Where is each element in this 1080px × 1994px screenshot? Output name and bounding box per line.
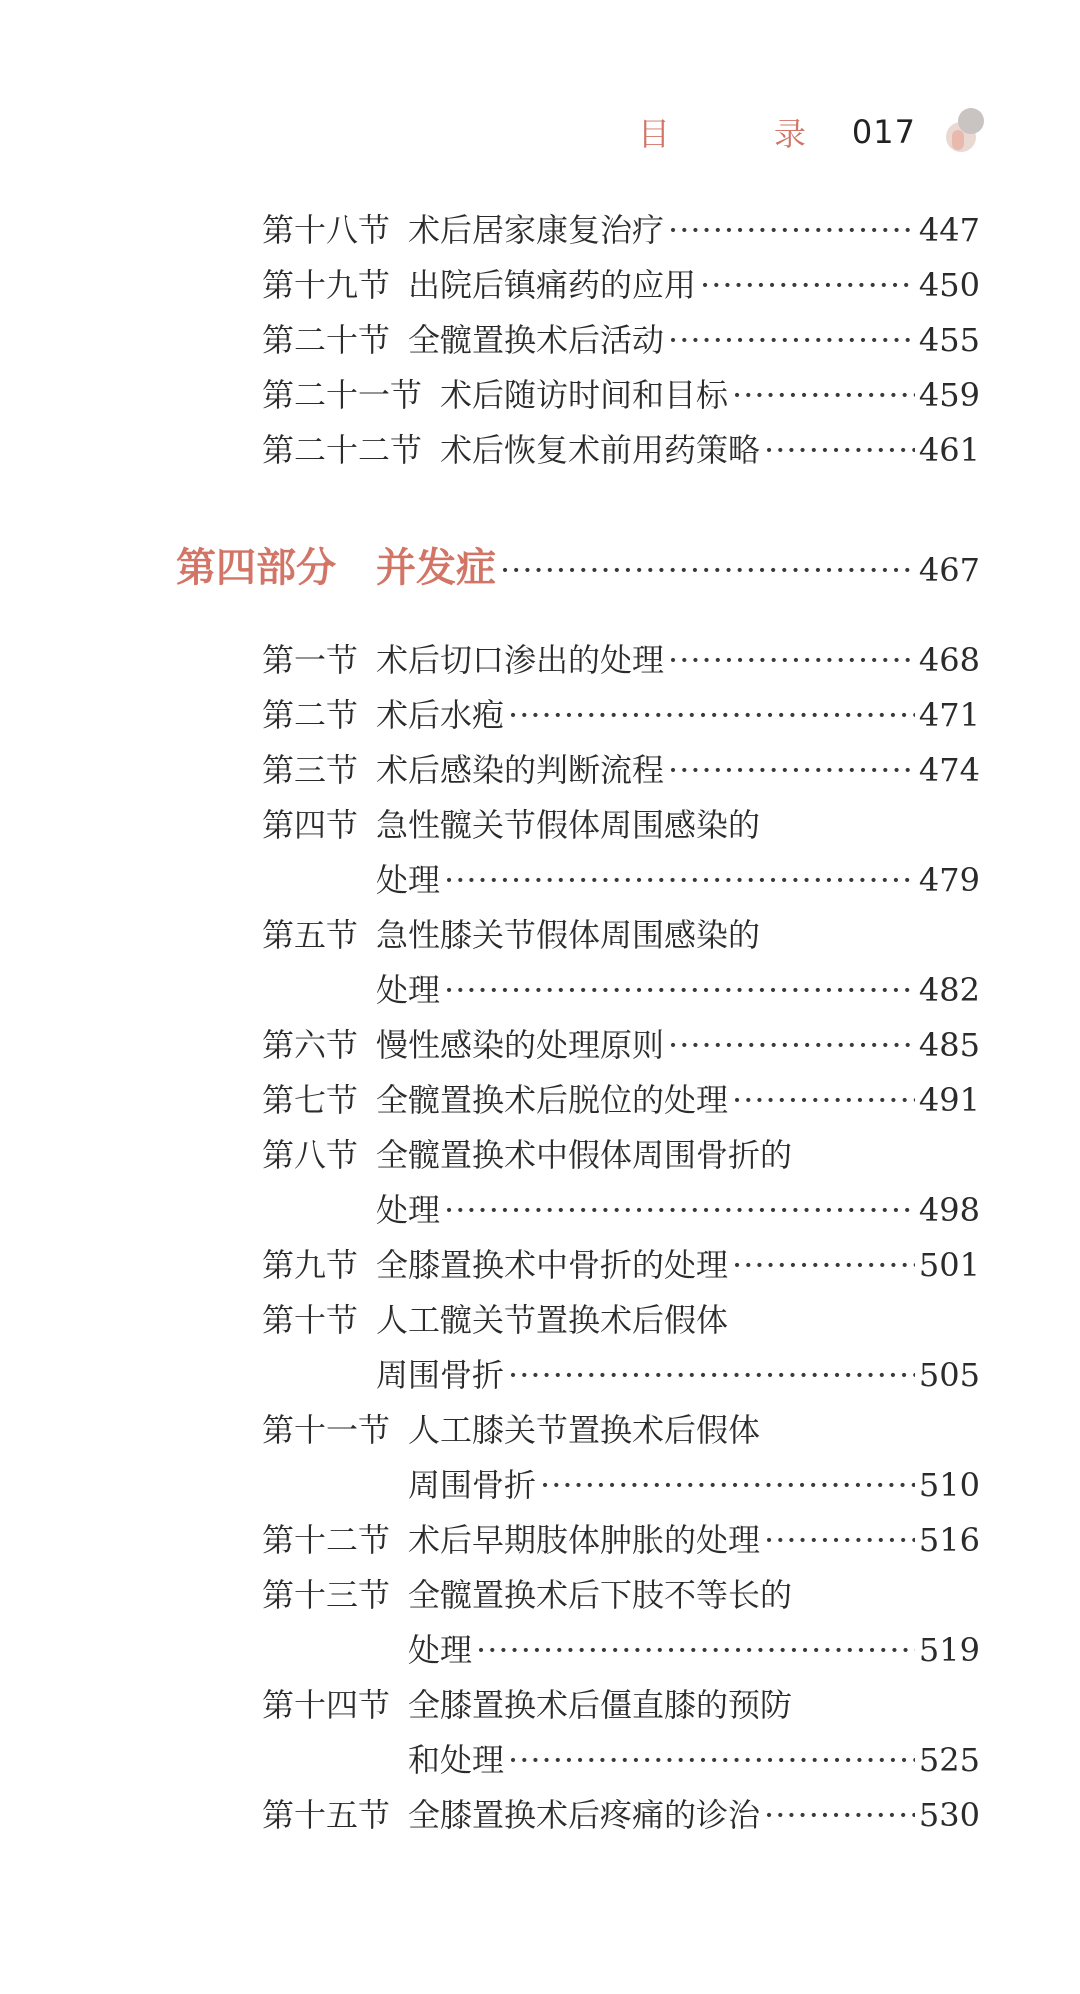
- dot-leader: [444, 1190, 915, 1230]
- entry-label: 第十四节: [262, 1686, 391, 1724]
- dot-leader: [668, 750, 915, 790]
- entry-label: 第十二节: [262, 1521, 391, 1559]
- entry-label: 第十八节: [262, 211, 391, 249]
- entry-title: 术后早期肢体肿胀的处理: [408, 1521, 761, 1559]
- dot-leader: [540, 1465, 915, 1505]
- page-number: 017: [851, 113, 916, 151]
- toc-entry[interactable]: [262, 265, 980, 305]
- entry-page: 505: [918, 1356, 980, 1394]
- entry-label: 第一节: [262, 641, 359, 679]
- entry-page: 501: [918, 1246, 980, 1284]
- entry-title: 全髋置换术后脱位的处理: [376, 1081, 729, 1119]
- entry-title: 全髋置换术后活动: [408, 321, 665, 359]
- toc-entry[interactable]: [262, 1575, 980, 1670]
- entry-label: 第六节: [262, 1026, 359, 1064]
- entry-page: 510: [918, 1466, 980, 1504]
- entry-page: 450: [918, 266, 980, 304]
- toc-entry[interactable]: [262, 640, 980, 680]
- entry-page: 498: [918, 1191, 980, 1229]
- toc-entry[interactable]: [262, 375, 980, 415]
- entry-label: 第四节: [262, 806, 359, 844]
- entry-page: 447: [918, 211, 980, 249]
- entry-label: 第二十节: [262, 321, 391, 359]
- entry-label: 第十节: [262, 1301, 359, 1339]
- dot-leader: [444, 860, 915, 900]
- entry-page: 474: [918, 751, 980, 789]
- entry-title-cont: 周围骨折: [376, 1356, 505, 1394]
- dot-leader: [732, 1080, 915, 1120]
- entry-page: 519: [918, 1631, 980, 1669]
- toc-entry[interactable]: [262, 1685, 980, 1780]
- toc-entry[interactable]: [262, 750, 980, 790]
- entry-page: 461: [918, 431, 980, 469]
- dot-leader: [508, 1740, 915, 1780]
- dot-leader: [668, 640, 915, 680]
- entry-label: 第二节: [262, 696, 359, 734]
- toc-entry[interactable]: [262, 1245, 980, 1285]
- dot-leader: [508, 1355, 915, 1395]
- entry-label: 第十三节: [262, 1576, 391, 1614]
- part-title: 并发症: [376, 545, 496, 591]
- entry-page: 471: [918, 696, 980, 734]
- entry-page: 482: [918, 971, 980, 1009]
- toc-entry[interactable]: [262, 1410, 980, 1505]
- toc-entry[interactable]: [262, 915, 980, 1010]
- entry-title-cont: 周围骨折: [408, 1466, 537, 1504]
- entry-title: 慢性感染的处理原则: [376, 1026, 665, 1064]
- toc-entry[interactable]: [262, 805, 980, 900]
- part-heading[interactable]: [176, 536, 980, 591]
- dot-leader: [732, 1245, 915, 1285]
- entry-title-cont: 处理: [408, 1631, 473, 1669]
- entry-page: 459: [918, 376, 980, 414]
- toc-entry[interactable]: [262, 1135, 980, 1230]
- dot-leader: [668, 320, 915, 360]
- dot-leader: [476, 1630, 915, 1670]
- entry-title: 人工髋关节置换术后假体: [376, 1301, 729, 1339]
- dot-leader: [700, 265, 915, 305]
- entry-label: 第五节: [262, 916, 359, 954]
- header-title: 目 录: [637, 115, 842, 153]
- toc-entry[interactable]: [262, 320, 980, 360]
- entry-page: 525: [918, 1741, 980, 1779]
- entry-label: 第八节: [262, 1136, 359, 1174]
- toc-entry[interactable]: [262, 1025, 980, 1065]
- entry-page: 455: [918, 321, 980, 359]
- entry-title: 术后居家康复治疗: [408, 211, 665, 249]
- entry-title: 全膝置换术后疼痛的诊治: [408, 1796, 761, 1834]
- entry-label: 第二十二节: [262, 431, 423, 469]
- dot-leader: [668, 210, 915, 250]
- entry-title: 术后感染的判断流程: [376, 751, 665, 789]
- decorative-dots-icon: [944, 104, 992, 160]
- part-label: 第四部分: [176, 545, 336, 591]
- entry-label: 第七节: [262, 1081, 359, 1119]
- dot-leader: [444, 970, 915, 1010]
- dot-leader: [764, 430, 915, 470]
- dot-leader: [764, 1795, 915, 1835]
- entry-page: 516: [918, 1521, 980, 1559]
- entry-label: 第九节: [262, 1246, 359, 1284]
- entry-title: 全膝置换术后僵直膝的预防: [408, 1686, 793, 1724]
- dot-leader: [668, 1025, 915, 1065]
- entry-label: 第三节: [262, 751, 359, 789]
- entry-label: 第十一节: [262, 1411, 391, 1449]
- entry-title: 急性髋关节假体周围感染的: [376, 806, 761, 844]
- entry-title: 急性膝关节假体周围感染的: [376, 916, 761, 954]
- toc-entry[interactable]: [262, 1520, 980, 1560]
- toc-entry[interactable]: [262, 1080, 980, 1120]
- entry-title-cont: 处理: [376, 861, 441, 899]
- entry-title: 全髋置换术中假体周围骨折的: [376, 1136, 793, 1174]
- entry-page: 485: [918, 1026, 980, 1064]
- entry-label: 第十五节: [262, 1796, 391, 1834]
- entry-page: 479: [918, 861, 980, 899]
- toc-entry[interactable]: [262, 210, 980, 250]
- dot-leader: [732, 375, 915, 415]
- dot-leader: [500, 551, 915, 589]
- entry-title: 术后水疱: [376, 696, 505, 734]
- entry-title: 全膝置换术中骨折的处理: [376, 1246, 729, 1284]
- entry-page: 468: [918, 641, 980, 679]
- dot-leader: [764, 1520, 915, 1560]
- entry-page: 530: [918, 1796, 980, 1834]
- part-page: 467: [918, 551, 980, 589]
- entry-title-cont: 处理: [376, 1191, 441, 1229]
- page-header: [638, 104, 992, 160]
- entry-page: 491: [918, 1081, 980, 1119]
- entry-label: 第二十一节: [262, 376, 423, 414]
- toc-entry[interactable]: [262, 430, 980, 470]
- entry-title: 人工膝关节置换术后假体: [408, 1411, 761, 1449]
- toc-entry[interactable]: [262, 1795, 980, 1835]
- dot-leader: [508, 695, 915, 735]
- entry-title: 出院后镇痛药的应用: [408, 266, 697, 304]
- entry-title: 术后恢复术前用药策略: [440, 431, 761, 469]
- entry-title: 术后随访时间和目标: [440, 376, 729, 414]
- entry-title-cont: 和处理: [408, 1741, 505, 1779]
- entry-title: 全髋置换术后下肢不等长的: [408, 1576, 793, 1614]
- toc-entry[interactable]: [262, 1300, 980, 1395]
- toc-entry[interactable]: [262, 695, 980, 735]
- entry-title: 术后切口渗出的处理: [376, 641, 665, 679]
- entry-title-cont: 处理: [376, 971, 441, 1009]
- entry-label: 第十九节: [262, 266, 391, 304]
